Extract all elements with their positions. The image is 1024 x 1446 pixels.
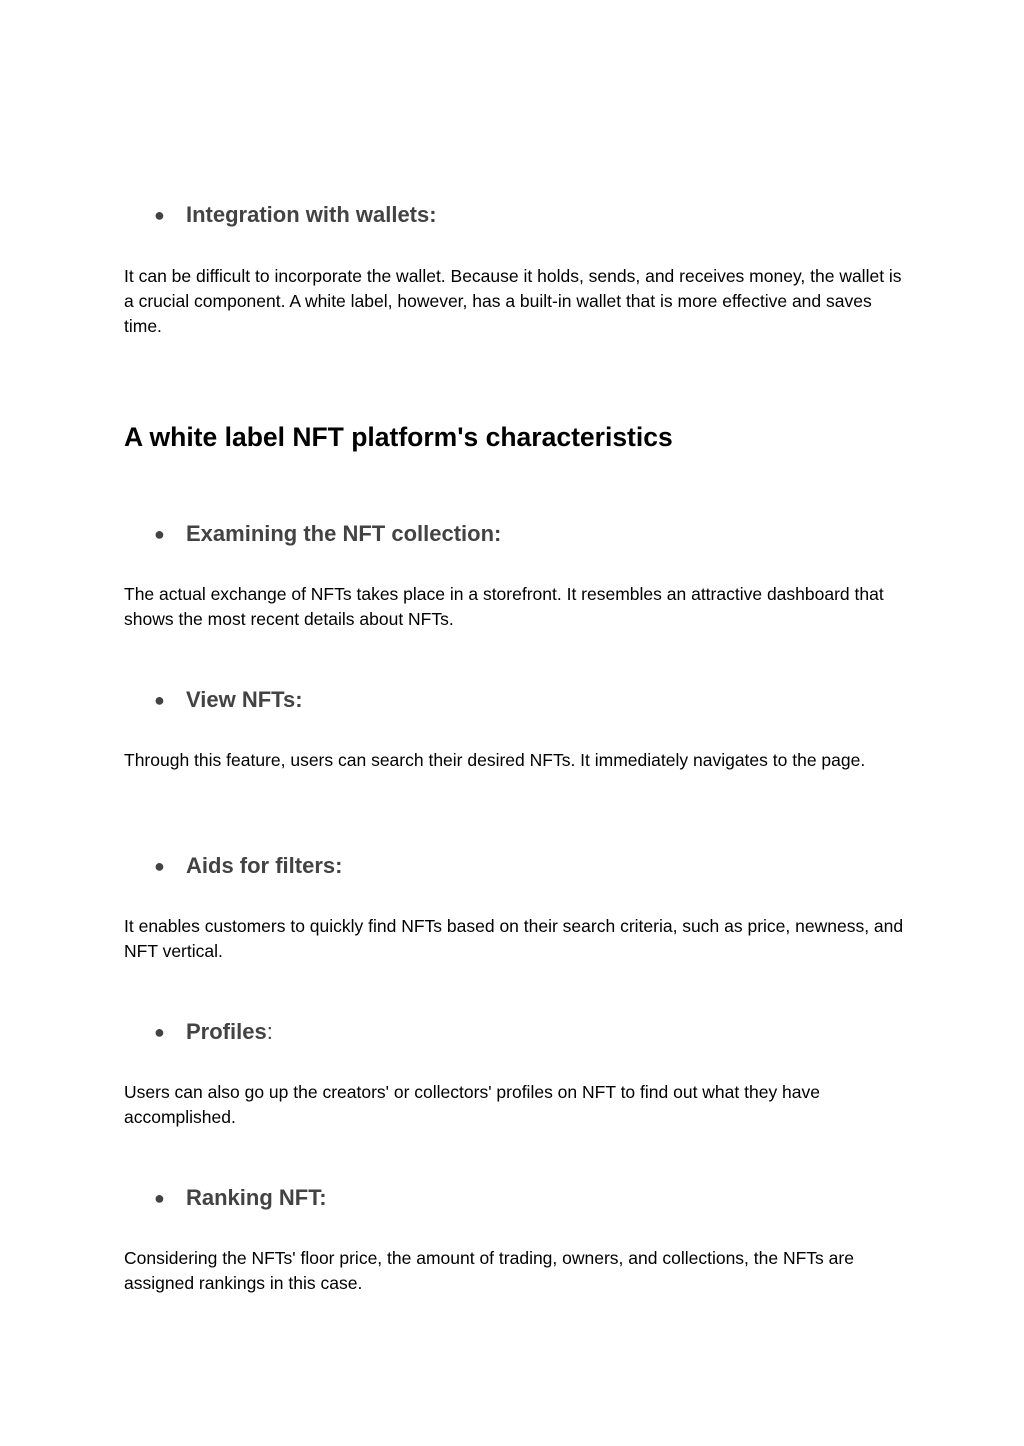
feature-heading-view-nfts xyxy=(154,685,303,715)
wallets-heading xyxy=(154,200,437,230)
bullet-dot: ● xyxy=(154,856,165,876)
feature-paragraph-ranking: Considering the NFTs' floor price, the amount of trading, owners, and collections, the NFTs are assigned rankings in this case. xyxy=(124,1248,854,1293)
feature-heading-profiles xyxy=(154,1017,273,1047)
section-title: A white label NFT platform's characteristics xyxy=(124,422,673,452)
feature-heading-nft-collection xyxy=(154,519,501,549)
feature-paragraph-view-nfts: Through this feature, users can search their desired NFTs. It immediately navigates to the page. xyxy=(124,750,866,770)
feature-paragraph-nft-collection: The actual exchange of NFTs takes place in a storefront. It resembles an attractive dashboard that shows the most recent details about NFTs. xyxy=(124,584,884,629)
bullet-dot: ● xyxy=(154,690,165,710)
wallets-paragraph: It can be difficult to incorporate the wallet. Because it holds, sends, and receives money, the wallet is a crucial component. A white label, however, has a built-in wallet that is more effective and saves time. xyxy=(124,266,902,336)
feature-heading-text: Profiles xyxy=(186,1019,267,1044)
bullet-dot: ● xyxy=(154,205,165,225)
feature-heading-ranking xyxy=(154,1183,327,1213)
wallets-heading-text: Integration with wallets: xyxy=(186,202,437,227)
bullet-dot: ● xyxy=(154,524,165,544)
feature-heading-text: View NFTs: xyxy=(186,687,303,712)
bullet-dot: ● xyxy=(154,1022,165,1042)
feature-heading-text: Examining the NFT collection: xyxy=(186,521,502,546)
feature-heading-text: Ranking NFT: xyxy=(186,1185,327,1210)
feature-heading-text: Aids for filters: xyxy=(186,853,343,878)
feature-heading-filters xyxy=(154,851,342,881)
feature-paragraph-filters: It enables customers to quickly find NFTs based on their search criteria, such as price, newness, and NFT vertical. xyxy=(124,916,904,961)
bullet-dot: ● xyxy=(154,1188,165,1208)
feature-heading-trail: : xyxy=(266,1019,273,1044)
feature-paragraph-profiles: Users can also go up the creators' or collectors' profiles on NFT to find out what they have accomplished. xyxy=(124,1082,821,1127)
